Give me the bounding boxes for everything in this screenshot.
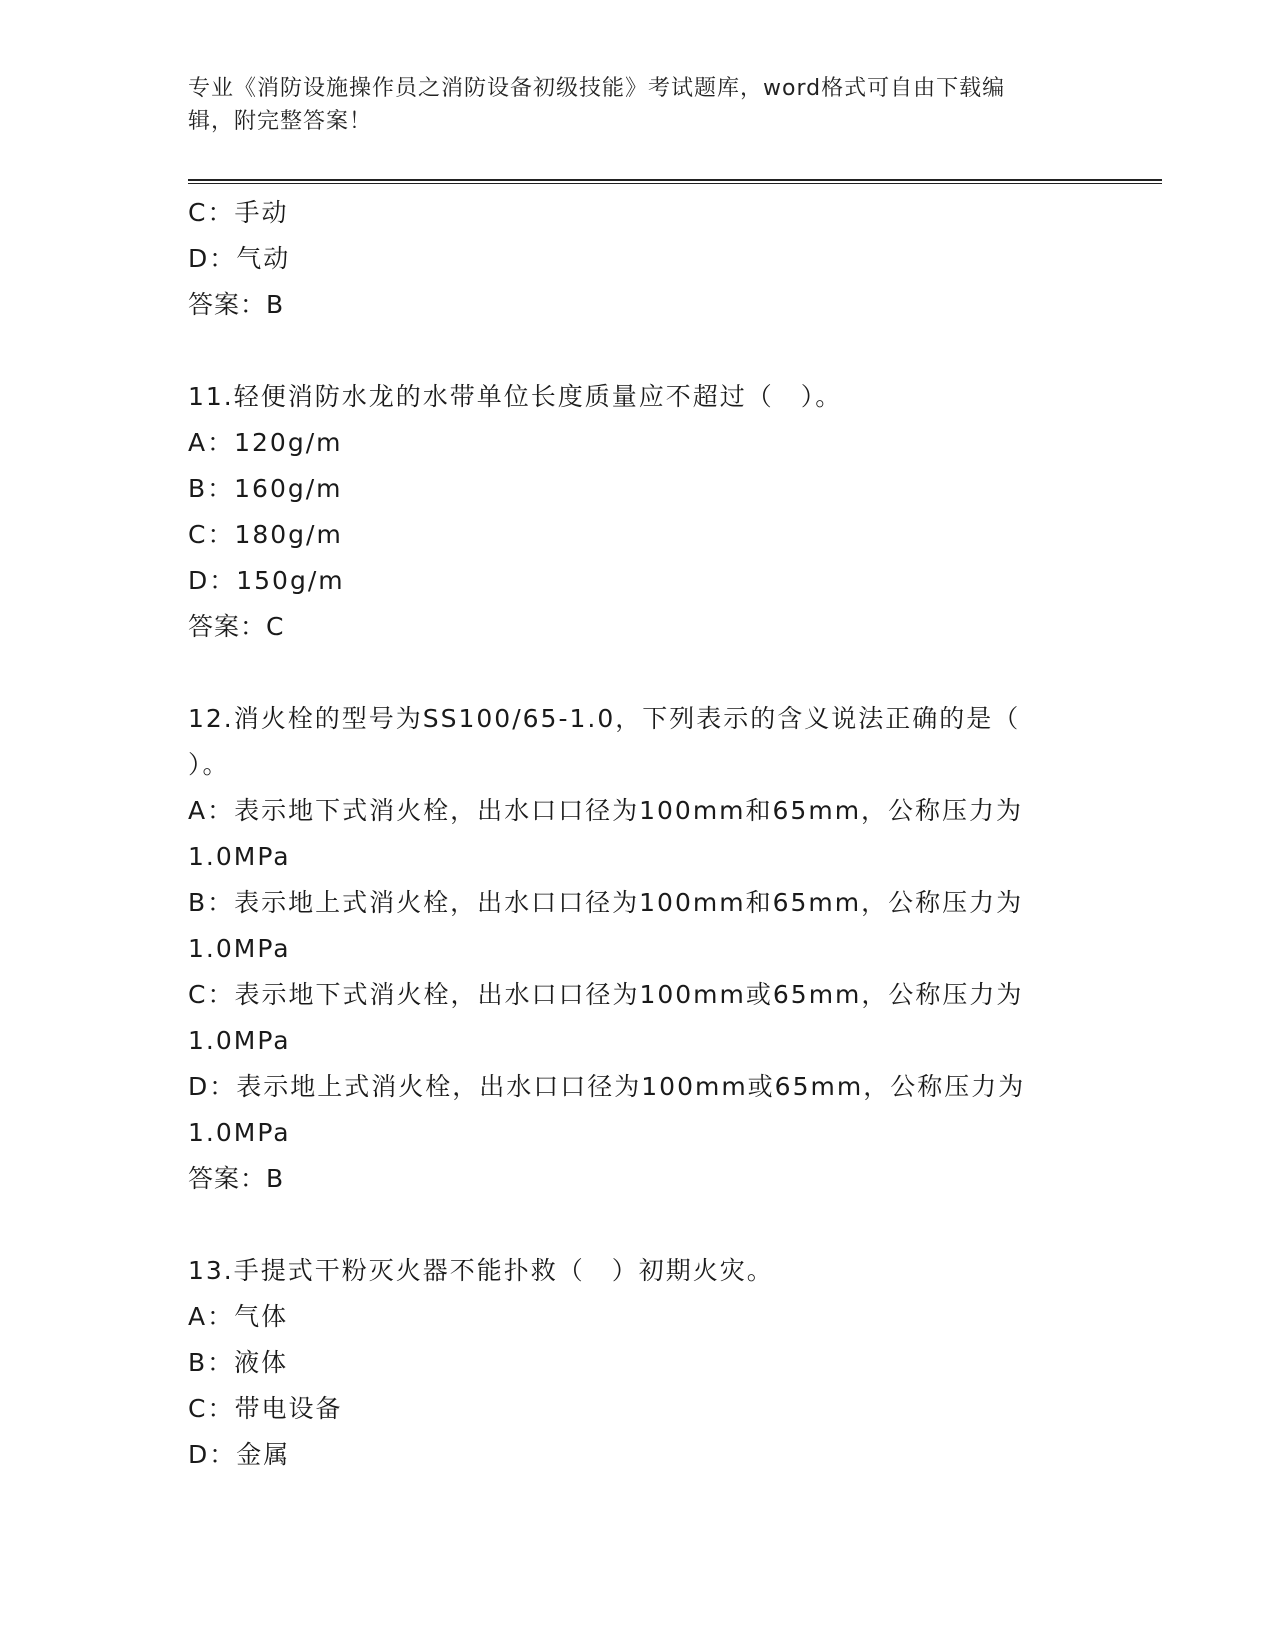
- option-c: C：手动: [188, 198, 289, 227]
- option-a-continued: 1.0MPa: [188, 842, 291, 871]
- question-stem: 12.消火栓的型号为SS100/65-1.0，下列表示的含义说法正确的是（: [188, 704, 1021, 733]
- option-c: C：带电设备: [188, 1394, 343, 1423]
- option-d: D：表示地上式消火栓，出水口口径为100mm或65mm，公称压力为: [188, 1072, 1026, 1101]
- page-header: [188, 72, 1088, 138]
- header-line-2: 辑，附完整答案！: [188, 109, 373, 134]
- option-d: D：150g/m: [188, 566, 345, 595]
- option-a: A：120g/m: [188, 428, 343, 457]
- spacer: [188, 328, 1088, 374]
- option-d: D：金属: [188, 1440, 291, 1469]
- question-stem: 11.轻便消防水龙的水带单位长度质量应不超过（ ）。: [188, 382, 843, 411]
- option-c: C：180g/m: [188, 520, 343, 549]
- option-b: B：液体: [188, 1348, 289, 1377]
- option-b-continued: 1.0MPa: [188, 934, 291, 963]
- option-b: B：表示地上式消火栓，出水口口径为100mm和65mm，公称压力为: [188, 888, 1024, 917]
- option-a: A：气体: [188, 1302, 289, 1331]
- answer-line: 答案：C: [188, 612, 285, 641]
- option-d: D：气动: [188, 244, 291, 273]
- answer-line: 答案：B: [188, 290, 285, 319]
- header-line-1: 专业《消防设施操作员之消防设备初级技能》考试题库，word格式可自由下载编: [188, 76, 1006, 101]
- option-b: B：160g/m: [188, 474, 343, 503]
- question-10-tail: [188, 190, 1088, 328]
- option-c-continued: 1.0MPa: [188, 1026, 291, 1055]
- question-list: [188, 190, 1088, 1478]
- question-11: [188, 374, 1088, 650]
- question-stem: 13.手提式干粉灭火器不能扑救（ ）初期火灾。: [188, 1256, 774, 1285]
- spacer: [188, 1202, 1088, 1248]
- question-stem-continued: ）。: [188, 750, 230, 779]
- question-13: [188, 1248, 1088, 1478]
- option-d-continued: 1.0MPa: [188, 1118, 291, 1147]
- question-12: [188, 696, 1088, 1202]
- answer-line: 答案：B: [188, 1164, 285, 1193]
- header-divider-thick: [188, 179, 1162, 181]
- header-divider-thin: [188, 183, 1162, 184]
- option-a: A：表示地下式消火栓，出水口口径为100mm和65mm，公称压力为: [188, 796, 1024, 825]
- spacer: [188, 650, 1088, 696]
- option-c: C：表示地下式消火栓，出水口口径为100mm或65mm，公称压力为: [188, 980, 1024, 1009]
